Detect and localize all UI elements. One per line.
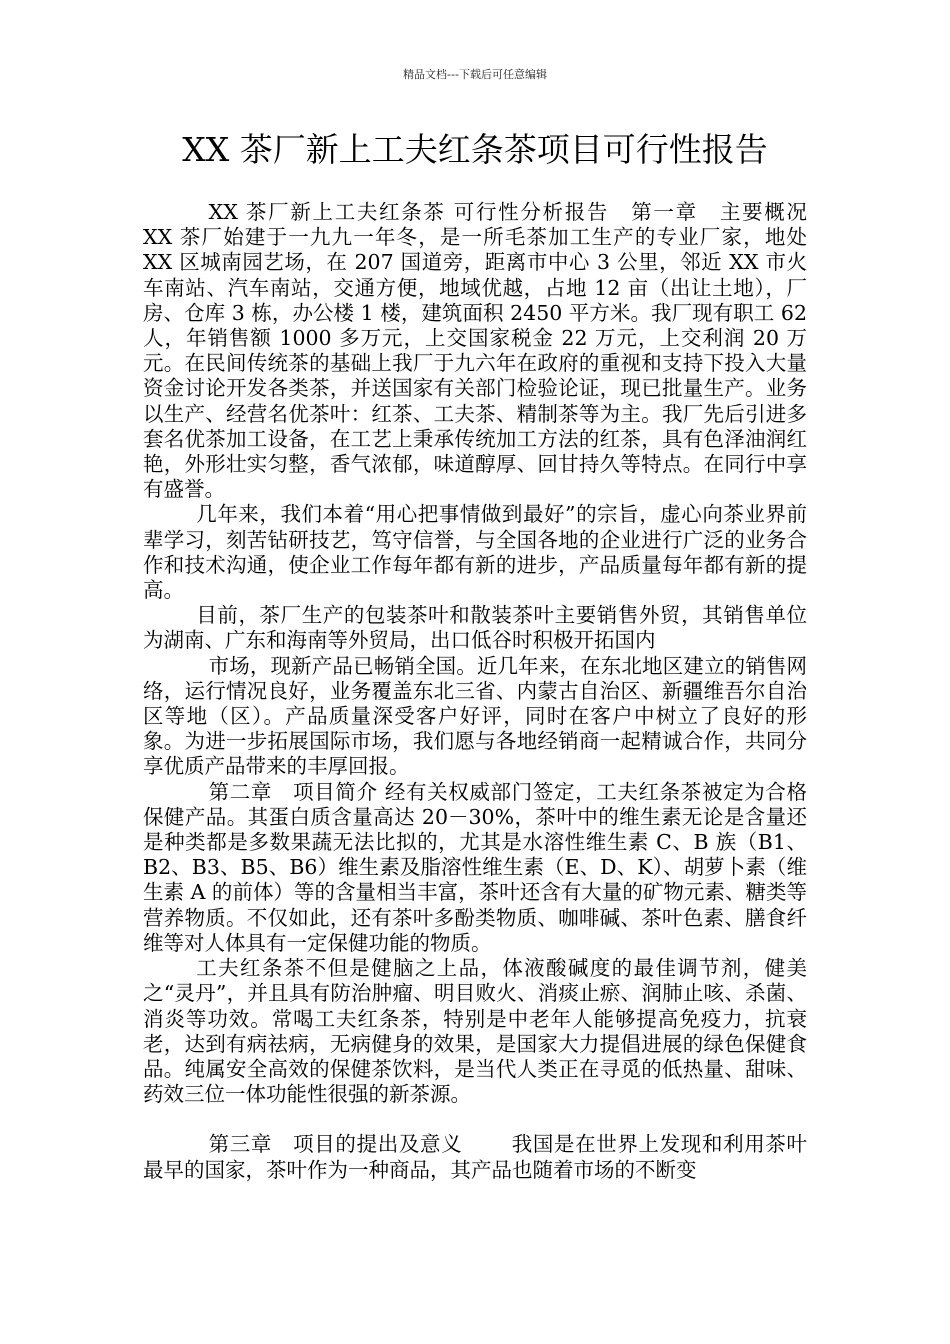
paragraph-development: 几年来，我们本着“用心把事情做到最好”的宗旨，虚心向茶业界前辈学习，刻苦钻研技艺，笃守信誉，与全国各地的企业进行广泛的业务合作和技术沟通，使企业工作每年都有新的进步，产品质量每年都有新的提高。 xyxy=(143,502,807,603)
document-title: XX 茶厂新上工夫红条茶项目可行性报告 xyxy=(182,130,768,169)
paragraph-overview: XX 茶厂新上工夫红条茶 可行性分析报告 第一章 主要概况 XX 茶厂始建于一九九一年冬，是一所毛茶加工生产的专业厂家，地处 XX 区城南园艺场，在 207 国道旁，距离市中心 3 公里，邻近 XX 市火车南站、汽车南站，交通方便，地域优越，占地 12 亩（出让土地），厂房、仓库 3 栋，办公楼 1 楼，建筑面积 2450 平方米。我厂现有职工 62 人，年销售额 1000 多万元，上交国家税金 22 万元，上交利润 20 万元。在民间传统茶的基础上我厂于九六年在政府的重视和支持下投入大量资金讨论开发各类茶，并送国家有关部门检验论证，现已批量生产。业务以生产、经营名优茶叶：红茶、工夫茶、精制茶等为主。我厂先后引进多套名优茶加工设备，在工艺上秉承传统加工方法的红茶，具有色泽油润红艳，外形壮实匀整，香气浓郁，味道醇厚、回甘持久等特点。在同行中享有盛誉。 xyxy=(143,200,835,502)
paragraph-sales: 目前，茶厂生产的包装茶叶和散装茶叶主要销售外贸，其销售单位为湖南、广东和海南等外贸局，出口低谷时积极开拓国内 xyxy=(143,603,807,653)
paragraph-chapter-three: 第三章 项目的提出及意义 我国是在世界上发现和利用茶叶最早的国家，茶叶作为一种商品，其产品也随着市场的不断变 xyxy=(143,1132,807,1182)
document-body xyxy=(143,200,835,1183)
paragraph-health-benefits: 工夫红条茶不但是健脑之上品，体液酸碱度的最佳调节剂，健美之“灵丹”，并且具有防治肿瘤、明目败火、消痰止瘀、润肺止咳、杀菌、消炎等功效。常喝工夫红条茶，特别是中老年人能够提高免疫力，抗衰老，达到有病祛病，无病健身的效果，是国家大力提倡进展的绿色保健食品。纯属安全高效的保健茶饮料，是当代人类正在寻觅的低热量、甜味、药效三位一体功能性很强的新茶源。 xyxy=(143,956,807,1107)
paragraph-chapter-two: 第二章 项目简介 经有关权威部门签定，工夫红条茶被定为合格保健产品。其蛋白质含量高达 20－30%，茶叶中的维生素无论是含量还是种类都是多数果蔬无法比拟的，尤其是水溶性维生素 C、B 族（B1、B2、B3、B5、B6）维生素及脂溶性维生素（E、D、K）、胡萝卜素（维生素 A 的前体）等的含量相当丰富，茶叶还含有大量的矿物元素、糖类等营养物质。不仅如此，还有茶叶多酚类物质、咖啡碱、茶叶色素、膳食纤维等对人体具有一定保健功能的物质。 xyxy=(143,779,807,955)
header-note: 精品文档---下载后可任意编辑 xyxy=(403,68,547,81)
paragraph-market: 市场，现新产品已畅销全国。近几年来，在东北地区建立的销售网络，运行情况良好，业务覆盖东北三省、内蒙古自治区、新疆维吾尔自治区等地（区）。产品质量深受客户好评，同时在客户中树立了良好的形象。为进一步拓展国际市场，我们愿与各地经销商一起精诚合作，共同分享优质产品带来的丰厚回报。 xyxy=(143,653,807,779)
